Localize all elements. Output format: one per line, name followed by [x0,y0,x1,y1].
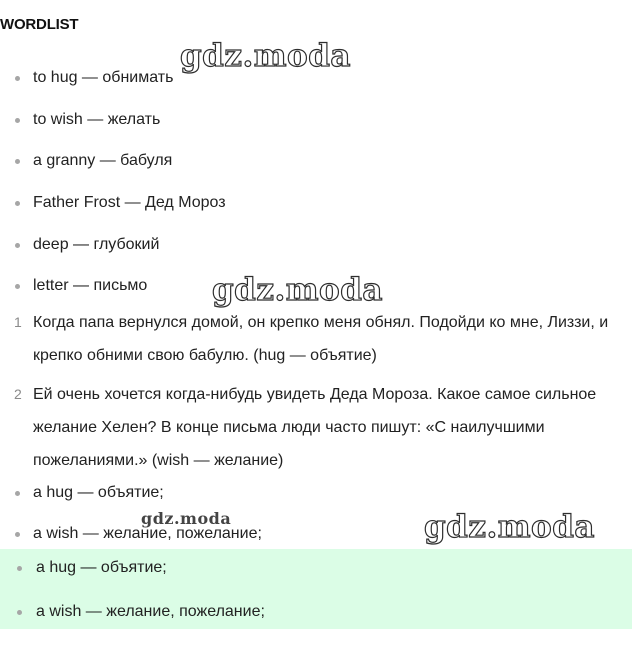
paragraph-number: 2 [14,386,22,402]
paragraph-number: 1 [14,314,22,330]
paragraph-text: Ей очень хочется когда-нибудь увидеть Деда Мороза. Какое самое сильное желание Хелен? В конце письма люди часто пишут: «С наилучшими пожеланиями.» (wish — желание) [33,386,597,469]
bullet-icon [15,532,20,537]
list-item-text: deep — глубокий [33,236,160,253]
list-item-text: to hug — обнимать [33,69,174,86]
wordlist-heading: WORDLIST [0,16,79,33]
bullet-icon [15,159,20,164]
bullet-icon [15,243,20,248]
bullet-icon [15,491,20,496]
list-item-text: a granny — бабуля [33,152,173,169]
watermark: gdz.moda [424,509,595,545]
list-item-text: letter — письмо [33,277,148,294]
answer-box [0,549,632,629]
bullet-icon [15,284,20,289]
bullet-icon [15,76,20,81]
paragraph-text: Когда папа вернулся домой, он крепко меня обнял. Подойди ко мне, Лиззи, и крепко обними свою бабулю. (hug — объятие) [33,314,609,364]
watermark: gdz.moda [212,272,383,308]
list-item-text: a wish — желание, пожелание; [33,525,262,542]
bullet-icon [17,610,22,615]
list-item-text: Father Frost — Дед Мороз [33,194,226,211]
answer-item-text: a hug — объятие; [36,559,167,576]
watermark: gdz.moda [141,509,232,528]
bullet-icon [17,566,22,571]
bullet-icon [15,201,20,206]
answer-item-text: a wish — желание, пожелание; [36,603,265,620]
list-item-text: a hug — объятие; [33,484,164,501]
bullet-icon [15,118,20,123]
list-item-text: to wish — желать [33,111,161,128]
watermark: gdz.moda [180,38,351,74]
